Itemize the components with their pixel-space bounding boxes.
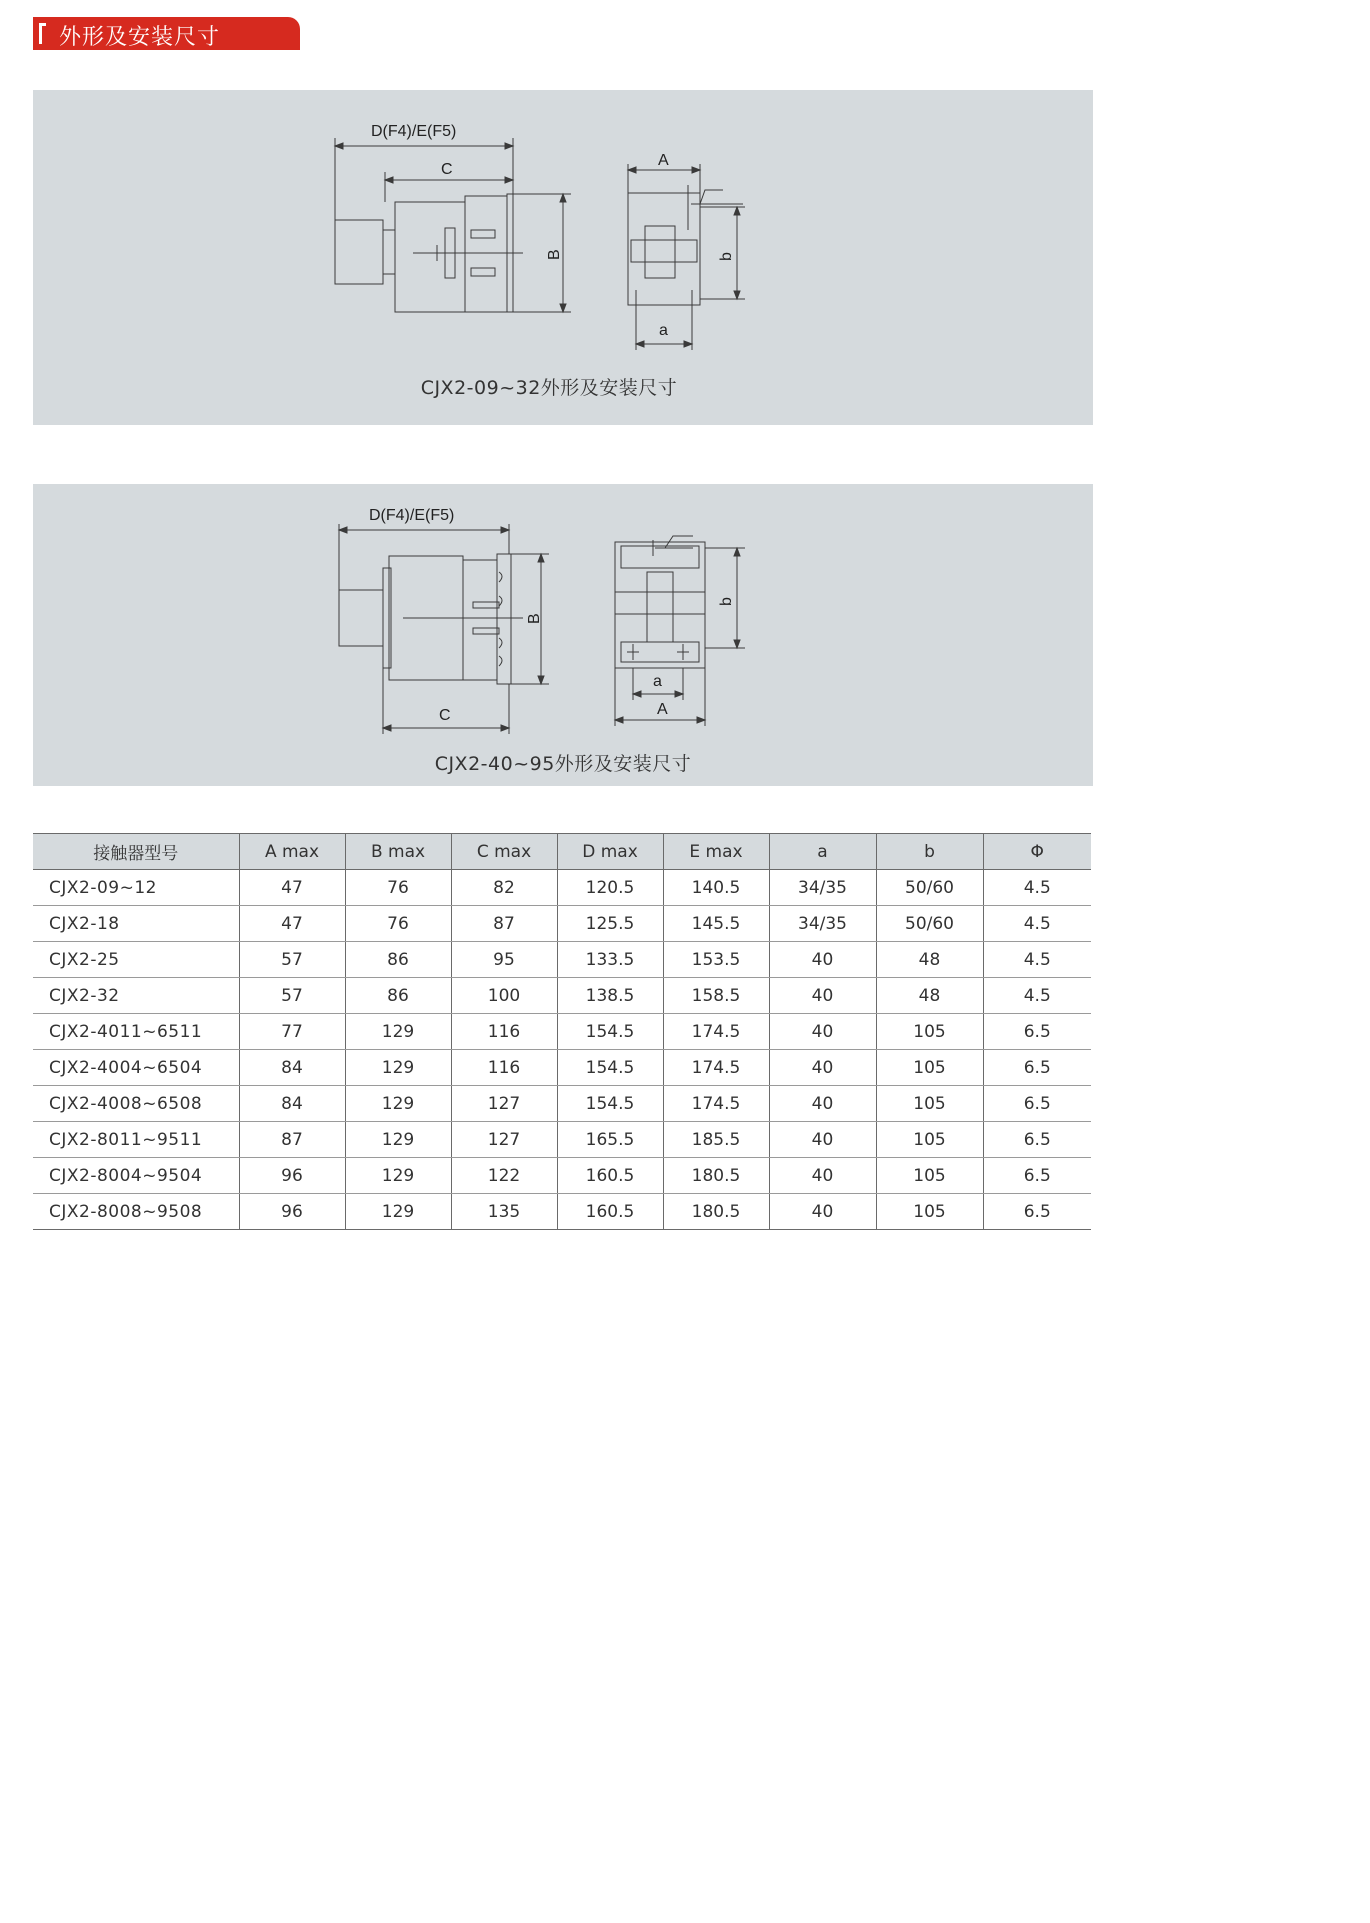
table-cell: 4.5 [983, 870, 1091, 906]
table-cell: 6.5 [983, 1122, 1091, 1158]
label-b-lower: b [718, 597, 735, 606]
table-cell: 76 [345, 870, 451, 906]
table-cell: 160.5 [557, 1158, 663, 1194]
table-cell: 6.5 [983, 1086, 1091, 1122]
label-c: C [441, 161, 453, 178]
table-cell: 84 [239, 1050, 345, 1086]
table-cell: 185.5 [663, 1122, 769, 1158]
table-row [33, 906, 1091, 942]
table-cell: 87 [451, 906, 557, 942]
table-cell: 174.5 [663, 1014, 769, 1050]
table-cell: 129 [345, 1194, 451, 1230]
table-cell: 174.5 [663, 1086, 769, 1122]
table-cell: 34/35 [769, 906, 876, 942]
table-cell: 116 [451, 1014, 557, 1050]
table-cell: 50/60 [876, 906, 983, 942]
table-cell: 6.5 [983, 1194, 1091, 1230]
label-d: D(F4)/E(F5) [369, 507, 455, 524]
model-cell: CJX2-25 [33, 942, 239, 978]
table-cell: 87 [239, 1122, 345, 1158]
table-cell: 48 [876, 942, 983, 978]
table-cell: 4.5 [983, 978, 1091, 1014]
table-header-cell: b [876, 834, 983, 870]
diagram-caption-small: CJX2-09~32外形及安装尺寸 [420, 377, 678, 399]
table-cell: 100 [451, 978, 557, 1014]
table-row [33, 1050, 1091, 1086]
table-cell: 105 [876, 1014, 983, 1050]
table-cell: 84 [239, 1086, 345, 1122]
dimension-drawing-large [33, 484, 1093, 786]
diagram-caption-large: CJX2-40~95外形及安装尺寸 [434, 753, 692, 775]
table-header-cell: E max [663, 834, 769, 870]
dimension-table [33, 833, 1091, 1230]
table-cell: 40 [769, 1158, 876, 1194]
table-cell: 96 [239, 1194, 345, 1230]
table-cell: 86 [345, 978, 451, 1014]
table-cell: 105 [876, 1158, 983, 1194]
table-cell: 120.5 [557, 870, 663, 906]
table-cell: 40 [769, 1050, 876, 1086]
model-cell: CJX2-8004~9504 [33, 1158, 239, 1194]
table-cell: 129 [345, 1050, 451, 1086]
corner-bracket-icon [39, 23, 46, 44]
table-row [33, 1014, 1091, 1050]
side-view [339, 554, 523, 684]
table-cell: 127 [451, 1086, 557, 1122]
label-d: D(F4)/E(F5) [371, 123, 457, 140]
label-b-lower: b [718, 252, 735, 261]
table-cell: 154.5 [557, 1014, 663, 1050]
table-cell: 105 [876, 1050, 983, 1086]
table-cell: 105 [876, 1194, 983, 1230]
table-cell: 129 [345, 1158, 451, 1194]
table-cell: 47 [239, 906, 345, 942]
table-cell: 50/60 [876, 870, 983, 906]
table-cell: 34/35 [769, 870, 876, 906]
table-cell: 138.5 [557, 978, 663, 1014]
table-cell: 129 [345, 1086, 451, 1122]
table-cell: 40 [769, 1086, 876, 1122]
table-cell: 133.5 [557, 942, 663, 978]
table-cell: 153.5 [663, 942, 769, 978]
front-view [615, 536, 705, 668]
model-cell: CJX2-32 [33, 978, 239, 1014]
table-cell: 6.5 [983, 1158, 1091, 1194]
table-cell: 76 [345, 906, 451, 942]
table-cell: 165.5 [557, 1122, 663, 1158]
table-row [33, 1194, 1091, 1230]
table-cell: 174.5 [663, 1050, 769, 1086]
model-cell: CJX2-8011~9511 [33, 1122, 239, 1158]
table-cell: 96 [239, 1158, 345, 1194]
table-header-cell: a [769, 834, 876, 870]
label-b-upper: B [546, 249, 563, 260]
table-cell: 122 [451, 1158, 557, 1194]
model-cell: CJX2-4008~6508 [33, 1086, 239, 1122]
model-cell: CJX2-09~12 [33, 870, 239, 906]
table-header-cell: C max [451, 834, 557, 870]
table-body [33, 870, 1091, 1230]
table-cell: 6.5 [983, 1050, 1091, 1086]
table-cell: 4.5 [983, 942, 1091, 978]
table-cell: 6.5 [983, 1014, 1091, 1050]
table-cell: 4.5 [983, 906, 1091, 942]
table-row [33, 942, 1091, 978]
table-cell: 180.5 [663, 1158, 769, 1194]
table-cell: 40 [769, 978, 876, 1014]
model-cell: CJX2-18 [33, 906, 239, 942]
table-cell: 105 [876, 1122, 983, 1158]
table-row [33, 1086, 1091, 1122]
diagram-panel-large [33, 484, 1093, 786]
table-row [33, 978, 1091, 1014]
model-cell: CJX2-4011~6511 [33, 1014, 239, 1050]
model-cell: CJX2-8008~9508 [33, 1194, 239, 1230]
model-cell: CJX2-4004~6504 [33, 1050, 239, 1086]
table-cell: 95 [451, 942, 557, 978]
table-cell: 40 [769, 1014, 876, 1050]
table-cell: 154.5 [557, 1050, 663, 1086]
table-header-cell: 接触器型号 [33, 834, 239, 870]
table-cell: 145.5 [663, 906, 769, 942]
table-header-cell: B max [345, 834, 451, 870]
front-view [628, 185, 743, 305]
table-cell: 40 [769, 1194, 876, 1230]
table-cell: 160.5 [557, 1194, 663, 1230]
table-header-row [33, 834, 1091, 870]
label-b-upper: B [526, 613, 543, 624]
table-header-cell: D max [557, 834, 663, 870]
table-cell: 47 [239, 870, 345, 906]
diagram-panel-small [33, 90, 1093, 425]
label-a-upper: A [658, 152, 669, 169]
label-a-lower: a [653, 673, 662, 690]
table-cell: 116 [451, 1050, 557, 1086]
table-header-cell: A max [239, 834, 345, 870]
table-cell: 129 [345, 1014, 451, 1050]
table-cell: 105 [876, 1086, 983, 1122]
label-a-upper: A [657, 701, 668, 718]
table-cell: 140.5 [663, 870, 769, 906]
table-cell: 48 [876, 978, 983, 1014]
label-a-lower: a [659, 322, 668, 339]
table-row [33, 1122, 1091, 1158]
table-cell: 135 [451, 1194, 557, 1230]
table-cell: 82 [451, 870, 557, 906]
table-row [33, 1158, 1091, 1194]
table-cell: 57 [239, 942, 345, 978]
table-header-cell: Φ [983, 834, 1091, 870]
table-cell: 158.5 [663, 978, 769, 1014]
table-cell: 77 [239, 1014, 345, 1050]
table-cell: 180.5 [663, 1194, 769, 1230]
label-c: C [439, 707, 451, 724]
table-row [33, 870, 1091, 906]
table-cell: 57 [239, 978, 345, 1014]
section-title: 外形及安装尺寸 [59, 25, 221, 50]
table-cell: 40 [769, 1122, 876, 1158]
side-view [335, 194, 523, 312]
table-cell: 127 [451, 1122, 557, 1158]
table-cell: 40 [769, 942, 876, 978]
table-cell: 125.5 [557, 906, 663, 942]
section-header [33, 17, 300, 50]
table-cell: 129 [345, 1122, 451, 1158]
table-cell: 154.5 [557, 1086, 663, 1122]
table-cell: 86 [345, 942, 451, 978]
